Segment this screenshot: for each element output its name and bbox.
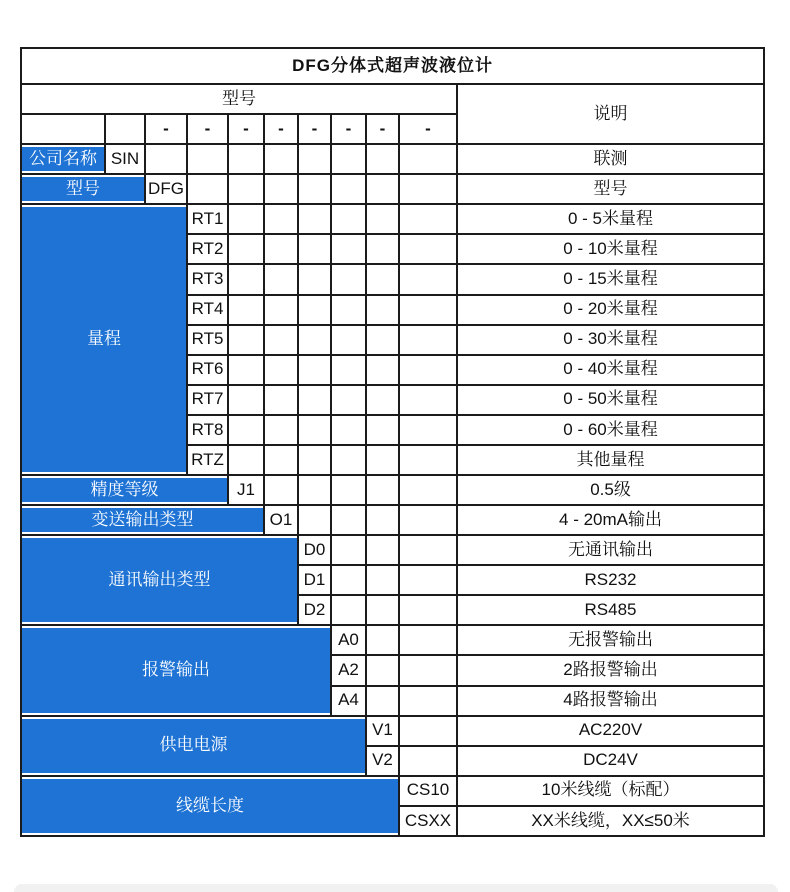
empty-cell [366, 505, 399, 535]
empty-cell [228, 174, 264, 204]
empty-cell [145, 144, 187, 174]
empty-cell [228, 264, 264, 294]
desc-cell-rtz: 其他量程 [457, 445, 764, 475]
empty-cell [366, 204, 399, 234]
desc-cell-a2: 2路报警输出 [457, 655, 764, 685]
code-cell-rt2: RT2 [187, 234, 228, 264]
header-description: 说明 [457, 84, 764, 144]
empty-cell [298, 295, 331, 325]
desc-cell-d2: RS485 [457, 595, 764, 625]
empty-cell [331, 415, 366, 445]
empty-cell [331, 535, 366, 565]
empty-cell [228, 325, 264, 355]
empty-cell [331, 565, 366, 595]
empty-cell [366, 325, 399, 355]
empty-cell [21, 114, 105, 144]
empty-cell [264, 174, 298, 204]
desc-cell-cs10: 10米线缆（标配） [457, 776, 764, 806]
empty-cell [366, 415, 399, 445]
empty-cell [264, 415, 298, 445]
header-model: 型号 [21, 84, 457, 114]
empty-cell [331, 234, 366, 264]
empty-cell [366, 445, 399, 475]
empty-cell [366, 625, 399, 655]
empty-cell [399, 625, 457, 655]
desc-cell-o1: 4 - 20mA输出 [457, 505, 764, 535]
empty-cell [399, 264, 457, 294]
code-cell-o1: O1 [264, 505, 298, 535]
code-cell-rtz: RTZ [187, 445, 228, 475]
desc-cell-rt4: 0 - 20米量程 [457, 295, 764, 325]
desc-cell-rt1: 0 - 5米量程 [457, 204, 764, 234]
empty-cell [331, 475, 366, 505]
empty-cell [366, 385, 399, 415]
empty-cell [399, 234, 457, 264]
desc-cell-rt8: 0 - 60米量程 [457, 415, 764, 445]
empty-cell [298, 355, 331, 385]
empty-cell [331, 295, 366, 325]
empty-cell [366, 565, 399, 595]
empty-cell [264, 144, 298, 174]
empty-cell [399, 746, 457, 776]
section-label-accuracy: 精度等级 [21, 475, 228, 505]
code-cell-d0: D0 [298, 535, 331, 565]
empty-cell [264, 445, 298, 475]
code-cell-a0: A0 [331, 625, 366, 655]
empty-cell [264, 234, 298, 264]
section-label-company: 公司名称 [21, 144, 105, 174]
empty-cell [399, 655, 457, 685]
empty-cell [264, 325, 298, 355]
empty-cell [399, 535, 457, 565]
code-cell-a4: A4 [331, 686, 366, 716]
empty-cell [399, 355, 457, 385]
empty-cell [331, 174, 366, 204]
empty-cell [228, 445, 264, 475]
code-cell-j1: J1 [228, 475, 264, 505]
empty-cell [331, 325, 366, 355]
empty-cell [264, 295, 298, 325]
section-label-comm-output: 通讯输出类型 [21, 535, 298, 625]
code-cell-a2: A2 [331, 655, 366, 685]
empty-cell [298, 234, 331, 264]
empty-cell [366, 295, 399, 325]
section-label-range: 量程 [21, 204, 187, 475]
empty-cell [366, 264, 399, 294]
dash-separator: - [331, 114, 366, 144]
code-cell-sin: SIN [105, 144, 145, 174]
desc-cell-d0: 无通讯输出 [457, 535, 764, 565]
empty-cell [399, 144, 457, 174]
empty-cell [331, 385, 366, 415]
empty-cell [366, 174, 399, 204]
empty-cell [187, 174, 228, 204]
desc-cell-a4: 4路报警输出 [457, 686, 764, 716]
empty-cell [228, 415, 264, 445]
section-label-model: 型号 [21, 174, 145, 204]
dash-separator: - [298, 114, 331, 144]
empty-cell [187, 144, 228, 174]
dash-separator: - [399, 114, 457, 144]
empty-cell [331, 204, 366, 234]
desc-cell-d1: RS232 [457, 565, 764, 595]
desc-cell-v1: AC220V [457, 716, 764, 746]
desc-cell-rt2: 0 - 10米量程 [457, 234, 764, 264]
empty-cell [298, 415, 331, 445]
code-cell-rt8: RT8 [187, 415, 228, 445]
empty-cell [228, 234, 264, 264]
empty-cell [399, 595, 457, 625]
empty-cell [298, 475, 331, 505]
empty-cell [331, 264, 366, 294]
section-label-alarm-output: 报警输出 [21, 625, 331, 715]
empty-cell [298, 445, 331, 475]
table-title: DFG分体式超声波液位计 [21, 48, 764, 84]
code-cell-d1: D1 [298, 565, 331, 595]
desc-cell-csxx: XX米线缆，XX≤50米 [457, 806, 764, 836]
empty-cell [298, 204, 331, 234]
empty-cell [264, 204, 298, 234]
desc-cell-a0: 无报警输出 [457, 625, 764, 655]
code-cell-rt1: RT1 [187, 204, 228, 234]
code-cell-d2: D2 [298, 595, 331, 625]
empty-cell [399, 385, 457, 415]
empty-cell [264, 385, 298, 415]
desc-cell-rt7: 0 - 50米量程 [457, 385, 764, 415]
empty-cell [228, 204, 264, 234]
empty-cell [298, 385, 331, 415]
empty-cell [298, 505, 331, 535]
code-cell-v1: V1 [366, 716, 399, 746]
dash-separator: - [228, 114, 264, 144]
empty-cell [366, 144, 399, 174]
code-cell-rt6: RT6 [187, 355, 228, 385]
empty-cell [298, 174, 331, 204]
page-bottom-card-edge [14, 884, 778, 892]
empty-cell [228, 355, 264, 385]
desc-cell-model: 型号 [457, 174, 764, 204]
product-model-table [20, 47, 765, 837]
empty-cell [399, 325, 457, 355]
desc-cell-rt5: 0 - 30米量程 [457, 325, 764, 355]
dash-separator: - [366, 114, 399, 144]
empty-cell [366, 355, 399, 385]
dash-separator: - [264, 114, 298, 144]
empty-cell [366, 655, 399, 685]
desc-cell-company: 联测 [457, 144, 764, 174]
empty-cell [264, 264, 298, 294]
model-selection-table-wrap [20, 47, 765, 837]
empty-cell [298, 325, 331, 355]
empty-cell [228, 295, 264, 325]
empty-cell [228, 385, 264, 415]
code-cell-csxx: CSXX [399, 806, 457, 836]
code-cell-rt5: RT5 [187, 325, 228, 355]
section-label-power-supply: 供电电源 [21, 716, 366, 776]
empty-cell [228, 144, 264, 174]
empty-cell [399, 415, 457, 445]
empty-cell [366, 595, 399, 625]
empty-cell [366, 234, 399, 264]
desc-cell-rt6: 0 - 40米量程 [457, 355, 764, 385]
empty-cell [399, 295, 457, 325]
empty-cell [399, 174, 457, 204]
empty-cell [331, 505, 366, 535]
empty-cell [399, 716, 457, 746]
code-cell-cs10: CS10 [399, 776, 457, 806]
desc-cell-v2: DC24V [457, 746, 764, 776]
empty-cell [331, 355, 366, 385]
empty-cell [366, 535, 399, 565]
empty-cell [399, 475, 457, 505]
dash-separator: - [187, 114, 228, 144]
empty-cell [331, 144, 366, 174]
desc-cell-rt3: 0 - 15米量程 [457, 264, 764, 294]
empty-cell [331, 595, 366, 625]
empty-cell [399, 505, 457, 535]
empty-cell [399, 204, 457, 234]
code-cell-v2: V2 [366, 746, 399, 776]
code-cell-dfg: DFG [145, 174, 187, 204]
empty-cell [366, 686, 399, 716]
desc-cell-j1: 0.5级 [457, 475, 764, 505]
empty-cell [298, 144, 331, 174]
empty-cell [264, 355, 298, 385]
empty-cell [399, 565, 457, 595]
empty-cell [298, 264, 331, 294]
code-cell-rt7: RT7 [187, 385, 228, 415]
empty-cell [366, 475, 399, 505]
code-cell-rt4: RT4 [187, 295, 228, 325]
dash-separator: - [145, 114, 187, 144]
empty-cell [399, 445, 457, 475]
empty-cell [331, 445, 366, 475]
code-cell-rt3: RT3 [187, 264, 228, 294]
empty-cell [264, 475, 298, 505]
empty-cell [105, 114, 145, 144]
section-label-transmit-output: 变送输出类型 [21, 505, 264, 535]
empty-cell [399, 686, 457, 716]
section-label-cable-length: 线缆长度 [21, 776, 399, 836]
